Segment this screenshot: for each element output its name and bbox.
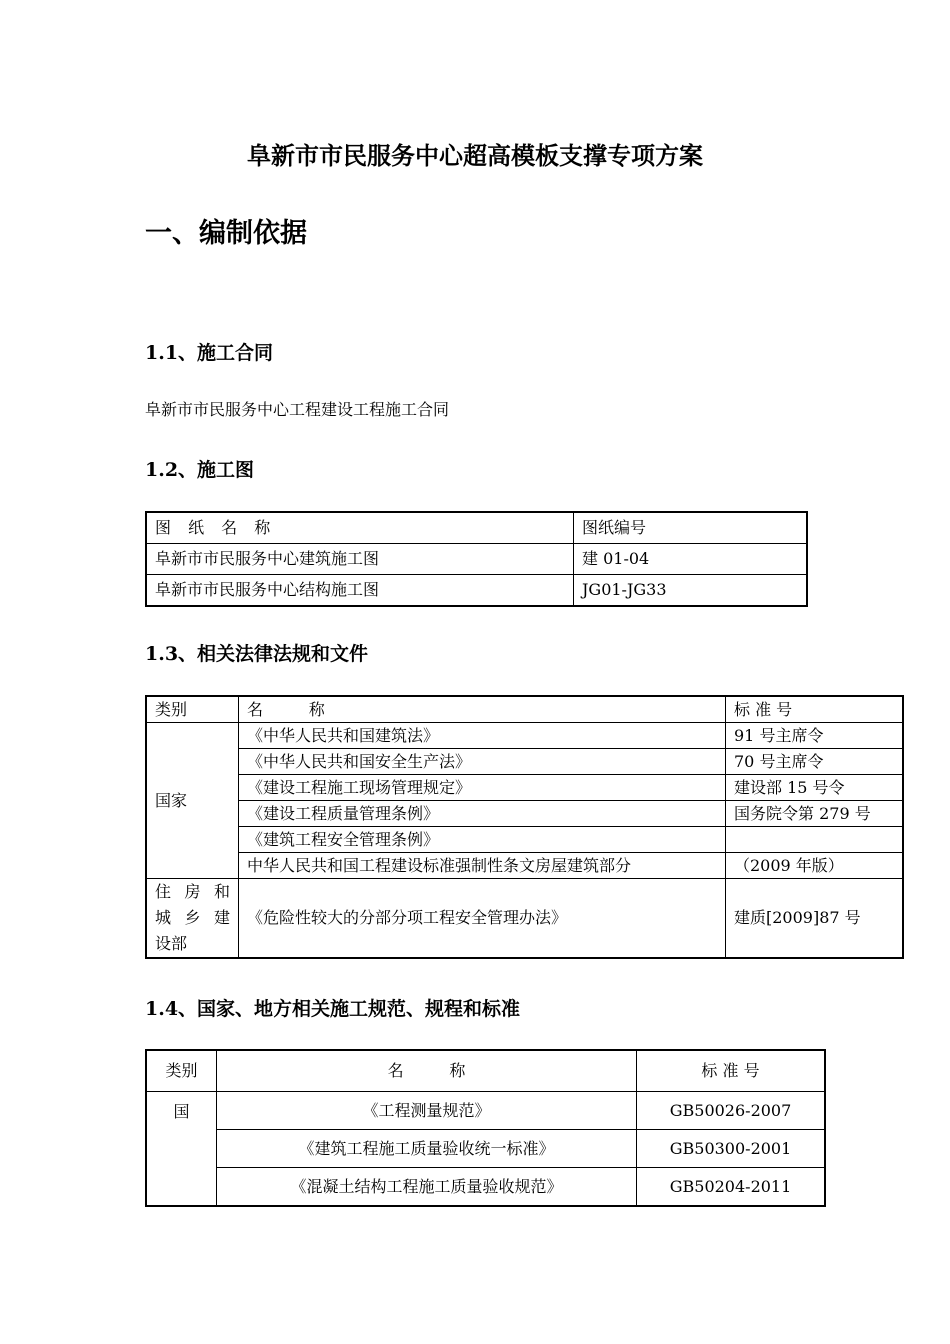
table-cell: 《中华人民共和国建筑法》 bbox=[239, 723, 726, 749]
table-cell: （2009 年版） bbox=[726, 853, 904, 879]
table-cell: 91 号主席令 bbox=[726, 723, 904, 749]
col-standard: 标 准 号 bbox=[726, 696, 904, 723]
table-row bbox=[146, 827, 903, 853]
table-header-row bbox=[146, 1050, 825, 1092]
table-cell: 国务院令第 279 号 bbox=[726, 801, 904, 827]
table-cell: 《中华人民共和国安全生产法》 bbox=[239, 749, 726, 775]
laws-table bbox=[145, 695, 904, 959]
heading-1-4: 1.4、国家、地方相关施工规范、规程和标准 bbox=[145, 998, 521, 1020]
category-line: 设部 bbox=[155, 934, 188, 953]
table-cell: 《危险性较大的分部分项工程安全管理办法》 bbox=[239, 879, 726, 959]
col-drawing-name: 图 纸 名 称 bbox=[146, 512, 574, 544]
table-cell bbox=[726, 827, 904, 853]
col-category: 类别 bbox=[146, 1050, 217, 1092]
category-line: 住房和 bbox=[155, 882, 230, 901]
table-cell: GB50204-2011 bbox=[637, 1168, 826, 1207]
table-cell: 阜新市市民服务中心建筑施工图 bbox=[146, 544, 574, 575]
category-line: 城乡建 bbox=[155, 908, 230, 927]
heading-1-1: 1.1、施工合同 bbox=[145, 342, 274, 364]
table-cell: 70 号主席令 bbox=[726, 749, 904, 775]
col-name: 名 称 bbox=[217, 1050, 637, 1092]
table-cell: 建质[2009]87 号 bbox=[726, 879, 904, 959]
table-row bbox=[146, 775, 903, 801]
table-row bbox=[146, 879, 903, 959]
drawings-table bbox=[145, 511, 808, 607]
table-cell: 《建筑工程安全管理条例》 bbox=[239, 827, 726, 853]
table-cell: JG01-JG33 bbox=[574, 575, 808, 607]
table-cell: 建 01-04 bbox=[574, 544, 808, 575]
table-cell: 《建筑工程施工质量验收统一标准》 bbox=[217, 1130, 637, 1168]
table-cell: 《建设工程施工现场管理规定》 bbox=[239, 775, 726, 801]
table-cell: 建设部 15 号令 bbox=[726, 775, 904, 801]
table-cell: GB50300-2001 bbox=[637, 1130, 826, 1168]
table-row bbox=[146, 723, 903, 749]
table-row bbox=[146, 575, 807, 607]
heading-1-3: 1.3、相关法律法规和文件 bbox=[145, 643, 369, 665]
table-row bbox=[146, 1130, 825, 1168]
table-cell: 《工程测量规范》 bbox=[217, 1092, 637, 1130]
col-drawing-number: 图纸编号 bbox=[574, 512, 808, 544]
standards-table bbox=[145, 1049, 826, 1207]
heading-1-2: 1.2、施工图 bbox=[145, 459, 255, 481]
section-heading-1: 一、编制依据 bbox=[145, 218, 307, 249]
table-row bbox=[146, 853, 903, 879]
document-title: 阜新市市民服务中心超高模板支撑专项方案 bbox=[247, 141, 703, 170]
table-row bbox=[146, 801, 903, 827]
table-cell: 中华人民共和国工程建设标准强制性条文房屋建筑部分 bbox=[239, 853, 726, 879]
table-row bbox=[146, 1092, 825, 1130]
table-cell: 阜新市市民服务中心结构施工图 bbox=[146, 575, 574, 607]
col-category: 类别 bbox=[146, 696, 239, 723]
col-name: 名 称 bbox=[239, 696, 726, 723]
table-cell: GB50026-2007 bbox=[637, 1092, 826, 1130]
table-cell: 《建设工程质量管理条例》 bbox=[239, 801, 726, 827]
category-cell: 国家 bbox=[146, 723, 239, 879]
table-row bbox=[146, 1168, 825, 1207]
table-row bbox=[146, 544, 807, 575]
table-row bbox=[146, 749, 903, 775]
table-header-row bbox=[146, 696, 903, 723]
table-cell: 《混凝土结构工程施工质量验收规范》 bbox=[217, 1168, 637, 1207]
col-standard: 标 准 号 bbox=[637, 1050, 826, 1092]
category-cell: 国 bbox=[146, 1092, 217, 1207]
category-cell-housing bbox=[146, 879, 239, 959]
table-header-row bbox=[146, 512, 807, 544]
contract-text: 阜新市市民服务中心工程建设工程施工合同 bbox=[145, 400, 450, 419]
